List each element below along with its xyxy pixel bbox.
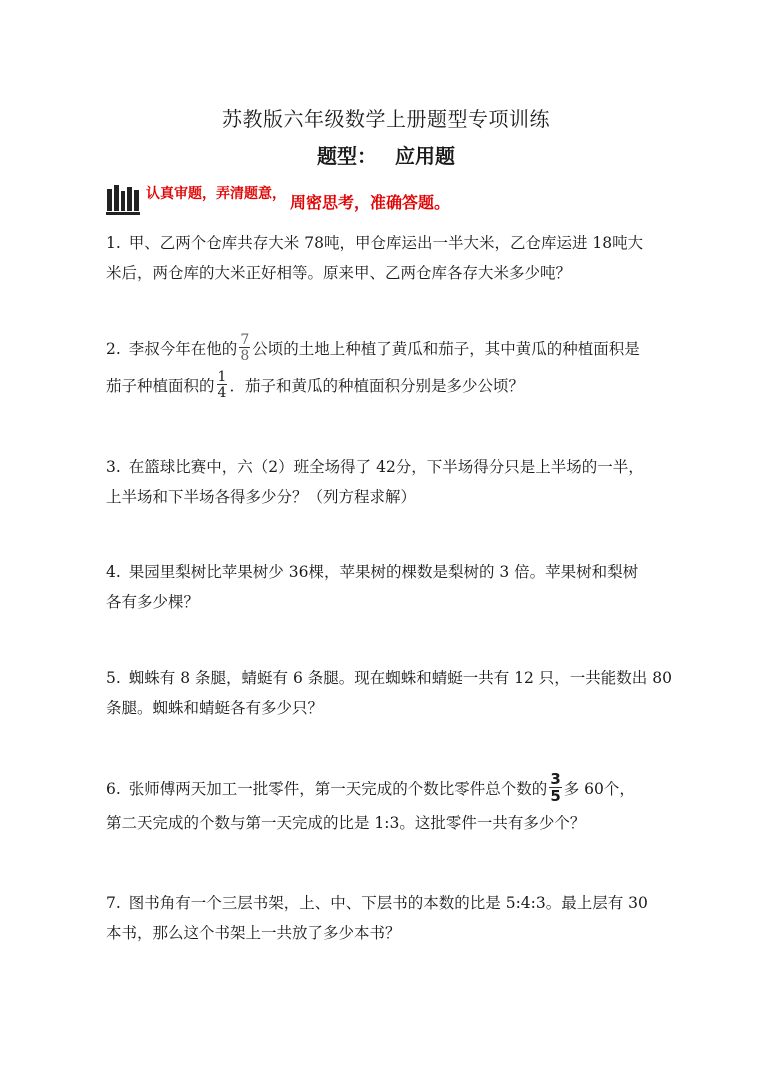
- question-text: 上半场和下半场各得多少分？（列方程求解）: [106, 488, 417, 506]
- question-text: 本书，那么这个书架上一共放了多少本书？: [106, 924, 401, 942]
- question-text: 多 60个，: [563, 780, 635, 798]
- question-4: [106, 557, 686, 617]
- question-5: [106, 663, 686, 723]
- question-number: 3.: [106, 458, 121, 476]
- question-number: 7.: [106, 894, 121, 912]
- question-6: [106, 770, 686, 838]
- banner: [106, 180, 450, 216]
- question-text: 条腿。蜘蛛和蜻蜓各有多少只？: [106, 699, 324, 717]
- question-text: 茄子种植面积的: [106, 377, 215, 395]
- question-2: [106, 334, 686, 402]
- question-7: [106, 888, 686, 948]
- page-title: 苏教版六年级数学上册题型专项训练: [222, 107, 550, 131]
- question-number: 2.: [106, 340, 121, 358]
- question-text: 公顷的土地上种植了黄瓜和茄子，其中黄瓜的种植面积是: [252, 340, 640, 358]
- question-text: 蜘蛛有 8 条腿，蜻蜓有 6 条腿。现在蜘蛛和蜻蜓一共有 12 只，一共能数出 80: [128, 669, 672, 687]
- banner-text-1: 认真审题，弄清题意，: [146, 186, 286, 202]
- fraction: $\frac{3}{5}$: [550, 770, 561, 805]
- question-3: [106, 452, 686, 512]
- question-text: ．茄子和黄瓜的种植面积分别是多少公顷？: [229, 377, 524, 395]
- question-text: 李叔今年在他的: [128, 340, 238, 358]
- question-text: 第二天完成的个数与第一天完成的比是 1:3。这批零件一共有多少个？: [106, 814, 586, 832]
- question-1: [106, 228, 686, 288]
- books-icon: [106, 181, 140, 215]
- question-text: 果园里梨树比苹果树少 36棵，苹果树的棵数是梨树的 3 倍。苹果树和梨树: [128, 563, 639, 581]
- fraction: $\frac{1}{4}$: [217, 369, 227, 401]
- question-text: 甲、乙两个仓库共存大米 78吨，甲仓库运出一半大米，乙仓库运进 18吨大: [128, 234, 644, 252]
- question-type: [0, 140, 772, 169]
- question-number: 4.: [106, 563, 121, 581]
- question-text: 米后，两仓库的大米正好相等。原来甲、乙两仓库各存大米多少吨？: [106, 264, 572, 282]
- fraction: $\frac{7}{8}$: [240, 332, 250, 364]
- question-text: 图书角有一个三层书架，上、中、下层书的本数的比是 5:4:3。最上层有 30: [128, 894, 648, 912]
- question-type-value: 应用题: [395, 144, 455, 168]
- question-type-label: 题型：: [317, 144, 377, 168]
- question-text: 在篮球比赛中，六（2）班全场得了 42分，下半场得分只是上半场的一半，: [128, 458, 644, 476]
- question-number: 1.: [106, 234, 121, 252]
- question-number: 6.: [106, 780, 121, 798]
- question-text: 各有多少棵？: [106, 593, 200, 611]
- banner-text-2: 周密思考，准确答题。: [290, 192, 451, 212]
- question-number: 5.: [106, 669, 121, 687]
- question-text: 张师傅两天加工一批零件，第一天完成的个数比零件总个数的: [128, 780, 548, 798]
